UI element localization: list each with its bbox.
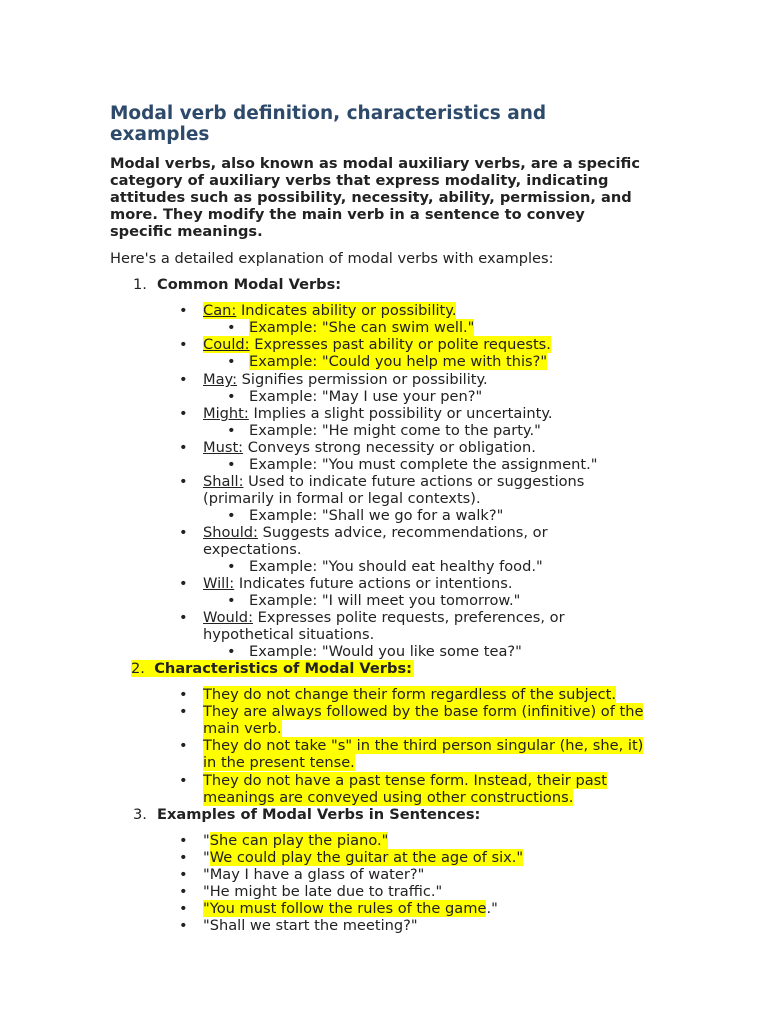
characteristic-item: • They are always followed by the base form (infinitive) of the main verb. [203,703,653,737]
modal-item-shall: • Shall: Used to indicate future actions or suggestions (primarily in formal or legal contexts). [203,473,633,507]
sentence-example: • "We could play the guitar at the age of six." [203,849,523,866]
sentence-example: • "Shall we start the meeting?" [203,917,418,934]
modal-item-will: • Will: Indicates future actions or intentions. [203,575,512,592]
modal-example-could: • Example: "Could you help me with this?" [249,353,547,370]
modal-example-must: • Example: "You must complete the assignment." [249,456,597,473]
characteristic-item: • They do not change their form regardless of the subject. [203,686,616,703]
modal-item-may: • May: Signifies permission or possibility. [203,371,488,388]
modal-item-would: • Would: Expresses polite requests, preferences, or hypothetical situations. [203,609,613,643]
section-number: 1. [133,276,147,293]
section-heading-common-modals: Common Modal Verbs: [157,276,342,293]
page-title: Modal verb definition, characteristics and examples [110,103,547,145]
modal-example-can: • Example: "She can swim well." [249,319,474,336]
modal-item-might: • Might: Implies a slight possibility or uncertainty. [203,405,553,422]
section-number: 3. [133,806,147,823]
intro-paragraph: Modal verbs, also known as modal auxiliary verbs, are a specific category of auxiliary verbs that express modality, indicating attitudes such as possibility, necessity, ability, permission, and more. They modify the main verb in a sentence to convey specific meanings. [110,155,640,240]
section-heading-characteristics: 2. Characteristics of Modal Verbs: [131,660,412,677]
sentence-example: • "May I have a glass of water?" [203,866,424,883]
sentence-example: • "She can play the piano." [203,832,388,849]
modal-example-will: • Example: "I will meet you tomorrow." [249,592,520,609]
modal-example-would: • Example: "Would you like some tea?" [249,643,522,660]
modal-item-can: • Can: Indicates ability or possibility. [203,302,456,319]
modal-example-should: • Example: "You should eat healthy food." [249,558,543,575]
modal-item-could: • Could: Expresses past ability or polite requests. [203,336,551,353]
characteristic-item: • They do not take "s" in the third person singular (he, she, it) in the present tense. [203,737,658,771]
section-heading-examples: Examples of Modal Verbs in Sentences: [157,806,481,823]
modal-example-may: • Example: "May I use your pen?" [249,388,482,405]
characteristic-item: • They do not have a past tense form. Instead, their past meanings are conveyed using other constructions. [203,772,638,806]
modal-example-shall: • Example: "Shall we go for a walk?" [249,507,503,524]
modal-item-must: • Must: Conveys strong necessity or obligation. [203,439,536,456]
modal-item-should: • Should: Suggests advice, recommendations, or expectations. [203,524,603,558]
sentence-example: • "He might be late due to traffic." [203,883,442,900]
lead-sentence: Here's a detailed explanation of modal verbs with examples: [110,250,554,267]
sentence-example: • "You must follow the rules of the game." [203,900,498,917]
modal-example-might: • Example: "He might come to the party." [249,422,541,439]
